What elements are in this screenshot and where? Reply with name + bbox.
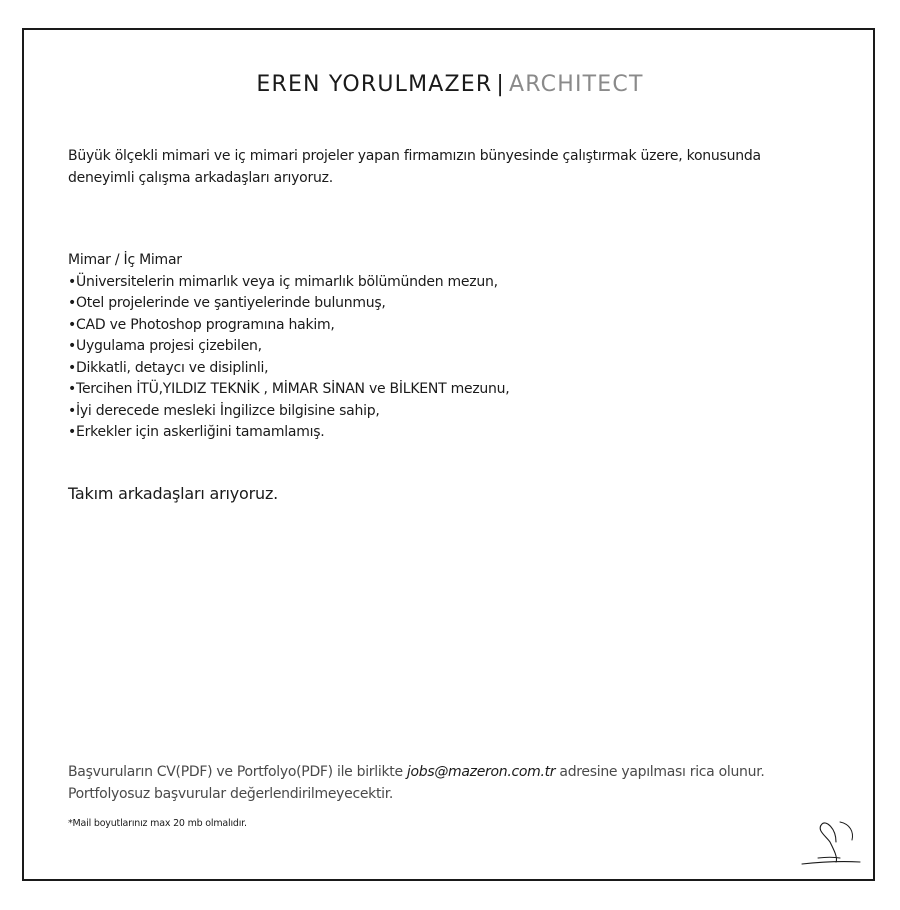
header-separator: | bbox=[496, 72, 506, 97]
list-item: • Erkekler için askerliğini tamamlamış. bbox=[68, 422, 848, 444]
signature-mark bbox=[796, 802, 864, 868]
list-item: • Otel projelerinde ve şantiyelerinde bulunmuş, bbox=[68, 293, 848, 315]
list-item: • Üniversitelerin mimarlık veya iç mimarlık bölümünden mezun, bbox=[68, 272, 848, 294]
role-title: Mimar / İç Mimar bbox=[68, 252, 182, 268]
list-item: • İyi derecede mesleki İngilizce bilgisine sahip, bbox=[68, 401, 848, 423]
page-header bbox=[0, 72, 900, 97]
intro-paragraph bbox=[68, 145, 848, 189]
intro-line-1: Büyük ölçekli mimari ve iç mimari projeler yapan firmamızın bünyesinde çalıştırmak üzere, konusunda bbox=[68, 148, 761, 164]
architect-title: ARCHITECT bbox=[509, 72, 644, 97]
requirements-list bbox=[68, 272, 848, 444]
list-item: • Uygulama projesi çizebilen, bbox=[68, 336, 848, 358]
application-line-2: Portfolyosuz başvurular değerlendirilmeyecektir. bbox=[68, 785, 394, 802]
list-item: • Tercihen İTÜ,YILDIZ TEKNİK , MİMAR SİNAN ve BİLKENT mezunu, bbox=[68, 379, 848, 401]
application-prefix: Başvuruların CV(PDF) ve Portfolyo(PDF) ile birlikte bbox=[68, 764, 407, 780]
intro-line-2: deneyimli çalışma arkadaşları arıyoruz. bbox=[68, 170, 333, 186]
team-line: Takım arkadaşları arıyoruz. bbox=[68, 484, 279, 503]
mail-size-note: *Mail boyutlarınız max 20 mb olmalıdır. bbox=[68, 818, 247, 829]
list-item: • CAD ve Photoshop programına hakim, bbox=[68, 315, 848, 337]
requirements-section bbox=[68, 250, 848, 444]
application-suffix: adresine yapılması rica olunur. bbox=[555, 764, 765, 780]
application-instructions bbox=[68, 762, 858, 805]
list-item: • Dikkatli, detaycı ve disiplinli, bbox=[68, 358, 848, 380]
architect-name: EREN YORULMAZER bbox=[256, 72, 493, 97]
application-email: jobs@mazeron.com.tr bbox=[406, 764, 556, 780]
